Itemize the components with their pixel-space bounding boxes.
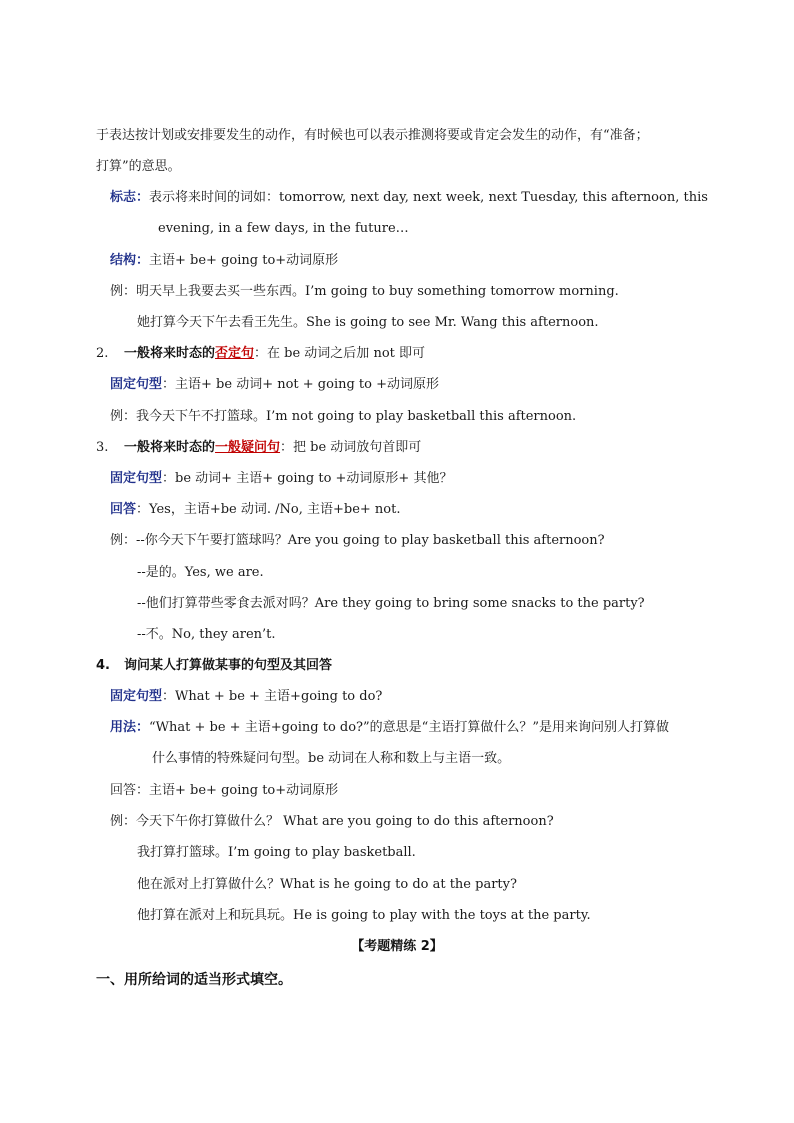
example1-line-2: 她打算今天下午去看王先生。She is going to see Mr. Wang this afternoon. [137, 315, 599, 330]
section4-answer: 回答：主语+ be+ going to+动词原形 [110, 783, 339, 798]
section3-pattern-text: ：be 动词+ 主语+ going to +动词原形+ 其他？ [162, 471, 453, 486]
structure-text: 主语+ be+ going to+动词原形 [149, 253, 339, 268]
section3-example-1 [110, 532, 605, 550]
sign-text-2: evening, in a few days, in the future… [158, 221, 409, 236]
section4-title: 询问某人打算做某事的句型及其回答 [124, 658, 333, 673]
section2-pattern-text: ：主语+ be 动词+ not + going to +动词原形 [162, 377, 440, 392]
sign-line-1 [110, 189, 708, 207]
sign-text-1: 表示将来时间的词如：tomorrow, next day, next week, next Tuesday, this afternoon, this [149, 190, 708, 205]
section3-ex4: --不。No, they aren’t. [137, 627, 276, 642]
exam-part1-heading: 一、用所给词的适当形式填空。 [96, 972, 292, 988]
section2-pattern [110, 376, 439, 394]
section2-example [110, 408, 576, 426]
section4-usage-text-1: “What + be + 主语+going to do?”的意思是“主语打算做什么？”是用来询问别人打算做 [149, 720, 669, 735]
section3-pattern [110, 470, 452, 488]
section2-title-b: 否定句 [215, 346, 255, 361]
section4-pattern [110, 688, 382, 706]
section2-title-a: 一般将来时态的 [124, 346, 216, 361]
example1-line-1 [110, 283, 619, 301]
section4-example-prefix: 例： [110, 814, 137, 829]
example1-prefix: 例： [110, 284, 137, 299]
section4-pattern-label: 固定句型 [110, 689, 163, 704]
section2-example-prefix: 例： [110, 409, 137, 424]
intro-line-2: 打算”的意思。 [96, 159, 181, 174]
section3-ex3: --他们打算带些零食去派对吗？Are they going to bring some snacks to the party? [137, 596, 645, 611]
structure-line [110, 252, 338, 270]
section3-number: 3. [96, 440, 109, 455]
section2-heading [96, 345, 425, 363]
section3-example-prefix: 例： [110, 533, 137, 548]
section4-heading [96, 657, 332, 675]
section4-number: 4. [96, 658, 110, 673]
section3-ex2: --是的。Yes, we are. [137, 565, 264, 580]
section4-example-1 [110, 813, 554, 831]
section4-ex2: 我打算打篮球。I’m going to play basketball. [137, 845, 416, 860]
section3-ex1: --你今天下午要打篮球吗？Are you going to play basketball this afternoon? [136, 533, 605, 548]
section4-usage-1 [110, 719, 669, 737]
section3-heading [96, 439, 421, 457]
section3-pattern-label: 固定句型 [110, 471, 163, 486]
section3-title-a: 一般将来时态的 [124, 440, 216, 455]
section3-answer-label: 回答 [110, 502, 137, 517]
section2-title-c: ：在 be 动词之后加 not 即可 [254, 346, 425, 361]
example1-text-1: 明天早上我要去买一些东西。I’m going to buy something tomorrow morning. [136, 284, 619, 299]
section4-pattern-text: ：What + be + 主语+going to do? [162, 689, 383, 704]
section2-example-text: 我今天下午不打篮球。I’m not going to play basketball this afternoon. [136, 409, 577, 424]
section3-answer [110, 501, 400, 519]
section4-ex1: 今天下午你打算做什么？ What are you going to do this afternoon? [136, 814, 554, 829]
section4-usage-label: 用法： [110, 720, 150, 735]
section4-usage-2: 什么事情的特殊疑问句型。be 动词在人称和数上与主语一致。 [152, 751, 511, 766]
intro-line-1: 于表达按计划或安排要发生的动作，有时候也可以表示推测将要或肯定会发生的动作，有“准备； [96, 128, 649, 143]
sign-label: 标志： [110, 190, 150, 205]
section2-number: 2. [96, 346, 109, 361]
section3-answer-text: ：Yes，主语+be 动词. /No, 主语+be+ not. [136, 502, 401, 517]
section3-title-c: ：把 be 动词放句首即可 [280, 440, 422, 455]
section3-title-b: 一般疑问句 [215, 440, 281, 455]
structure-label: 结构： [110, 253, 150, 268]
section4-ex4: 他打算在派对上和玩具玩。He is going to play with the toys at the party. [137, 908, 591, 923]
section2-pattern-label: 固定句型 [110, 377, 163, 392]
section4-ex3: 他在派对上打算做什么？What is he going to do at the party? [137, 877, 517, 892]
exam-title: 【考题精练 2】 [351, 939, 443, 954]
